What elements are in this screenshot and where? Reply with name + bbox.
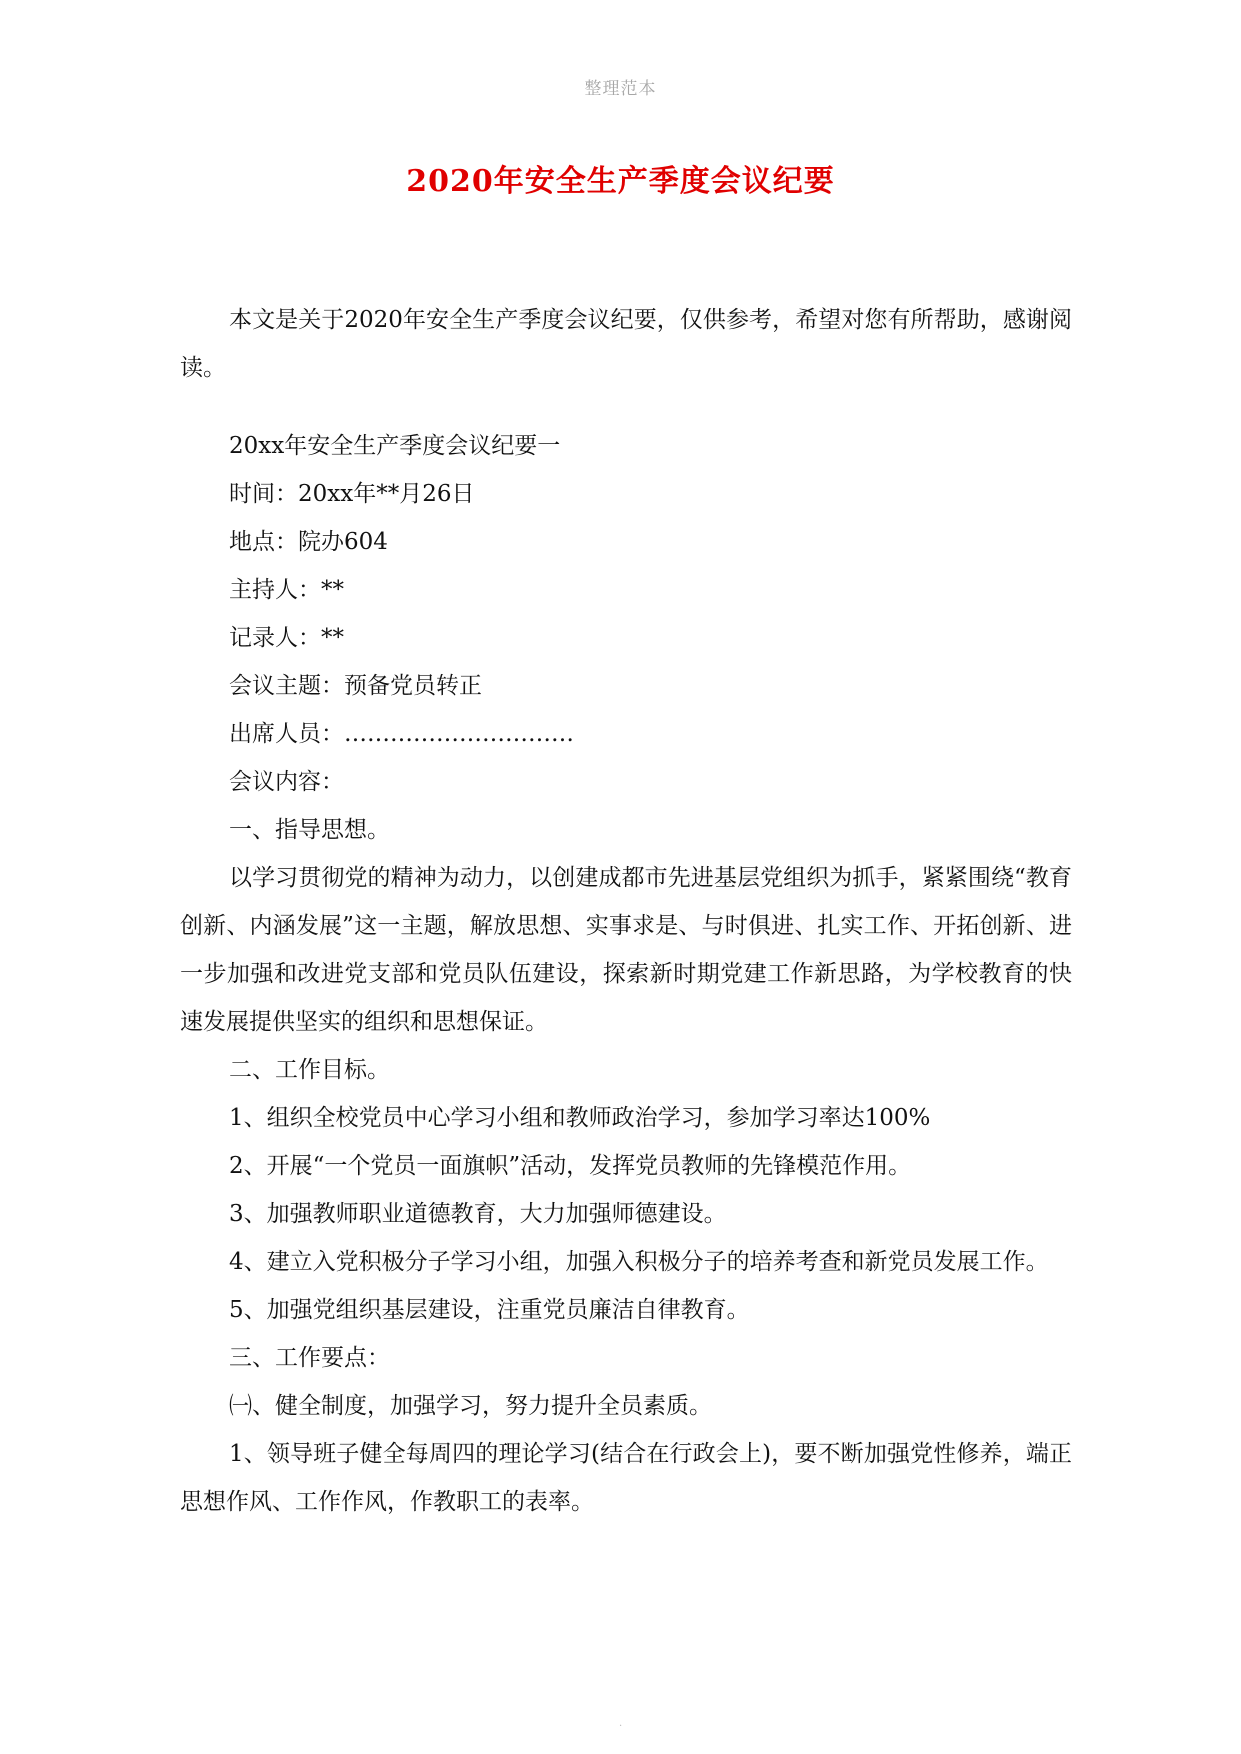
intro-paragraph: 本文是关于2020年安全生产季度会议纪要，仅供参考，希望对您有所帮助，感谢阅读。 [180,307,1072,381]
meeting-location: 地点：院办604 [229,529,388,555]
meeting-attendees: 出席人员：………………………… [229,721,574,747]
section-heading: 20xx年安全生产季度会议纪要一 [229,433,561,459]
document-body [180,296,1072,1526]
document-title: 2020年安全生产季度会议纪要 [406,164,835,199]
list-item: 1、领导班子健全每周四的理论学习(结合在行政会上)，要不断加强党性修养，端正思想作风、工作作风，作教职工的表率。 [180,1441,1072,1515]
meeting-time: 时间：20xx年**月26日 [229,481,475,507]
subheading-guiding-thought: 一、指导思想。 [229,817,390,843]
list-item: 1、组织全校党员中心学习小组和教师政治学习，参加学习率达100% [229,1105,931,1131]
meeting-content-label: 会议内容： [229,769,344,795]
body-paragraph: 以学习贯彻党的精神为动力，以创建成都市先进基层党组织为抓手，紧紧围绕“教育创新、内涵发展”这一主题，解放思想、实事求是、与时俱进、扎实工作、开拓创新、进一步加强和改进党支部和党员队伍建设，探索新时期党建工作新思路，为学校教育的快速发展提供坚实的组织和思想保证。 [180,865,1072,1035]
meeting-recorder: 记录人：** [229,625,344,651]
meeting-topic: 会议主题：预备党员转正 [229,673,482,699]
list-item: 3、加强教师职业道德教育，大力加强师德建设。 [229,1201,727,1227]
list-item: 4、建立入党积极分子学习小组，加强入积极分子的培养考查和新党员发展工作。 [229,1249,1049,1275]
page-footer-mark: . [619,1718,623,1729]
page-header: 整理范本 [584,79,657,99]
list-item: 2、开展“一个党员一面旗帜”活动，发挥党员教师的先锋模范作用。 [229,1153,912,1179]
sub-point-heading: ㈠、健全制度，加强学习，努力提升全员素质。 [229,1393,712,1419]
meeting-host: 主持人：** [229,577,344,603]
subheading-work-goals: 二、工作目标。 [229,1057,390,1083]
subheading-work-points: 三、工作要点： [229,1345,390,1371]
list-item: 5、加强党组织基层建设，注重党员廉洁自律教育。 [229,1297,750,1323]
